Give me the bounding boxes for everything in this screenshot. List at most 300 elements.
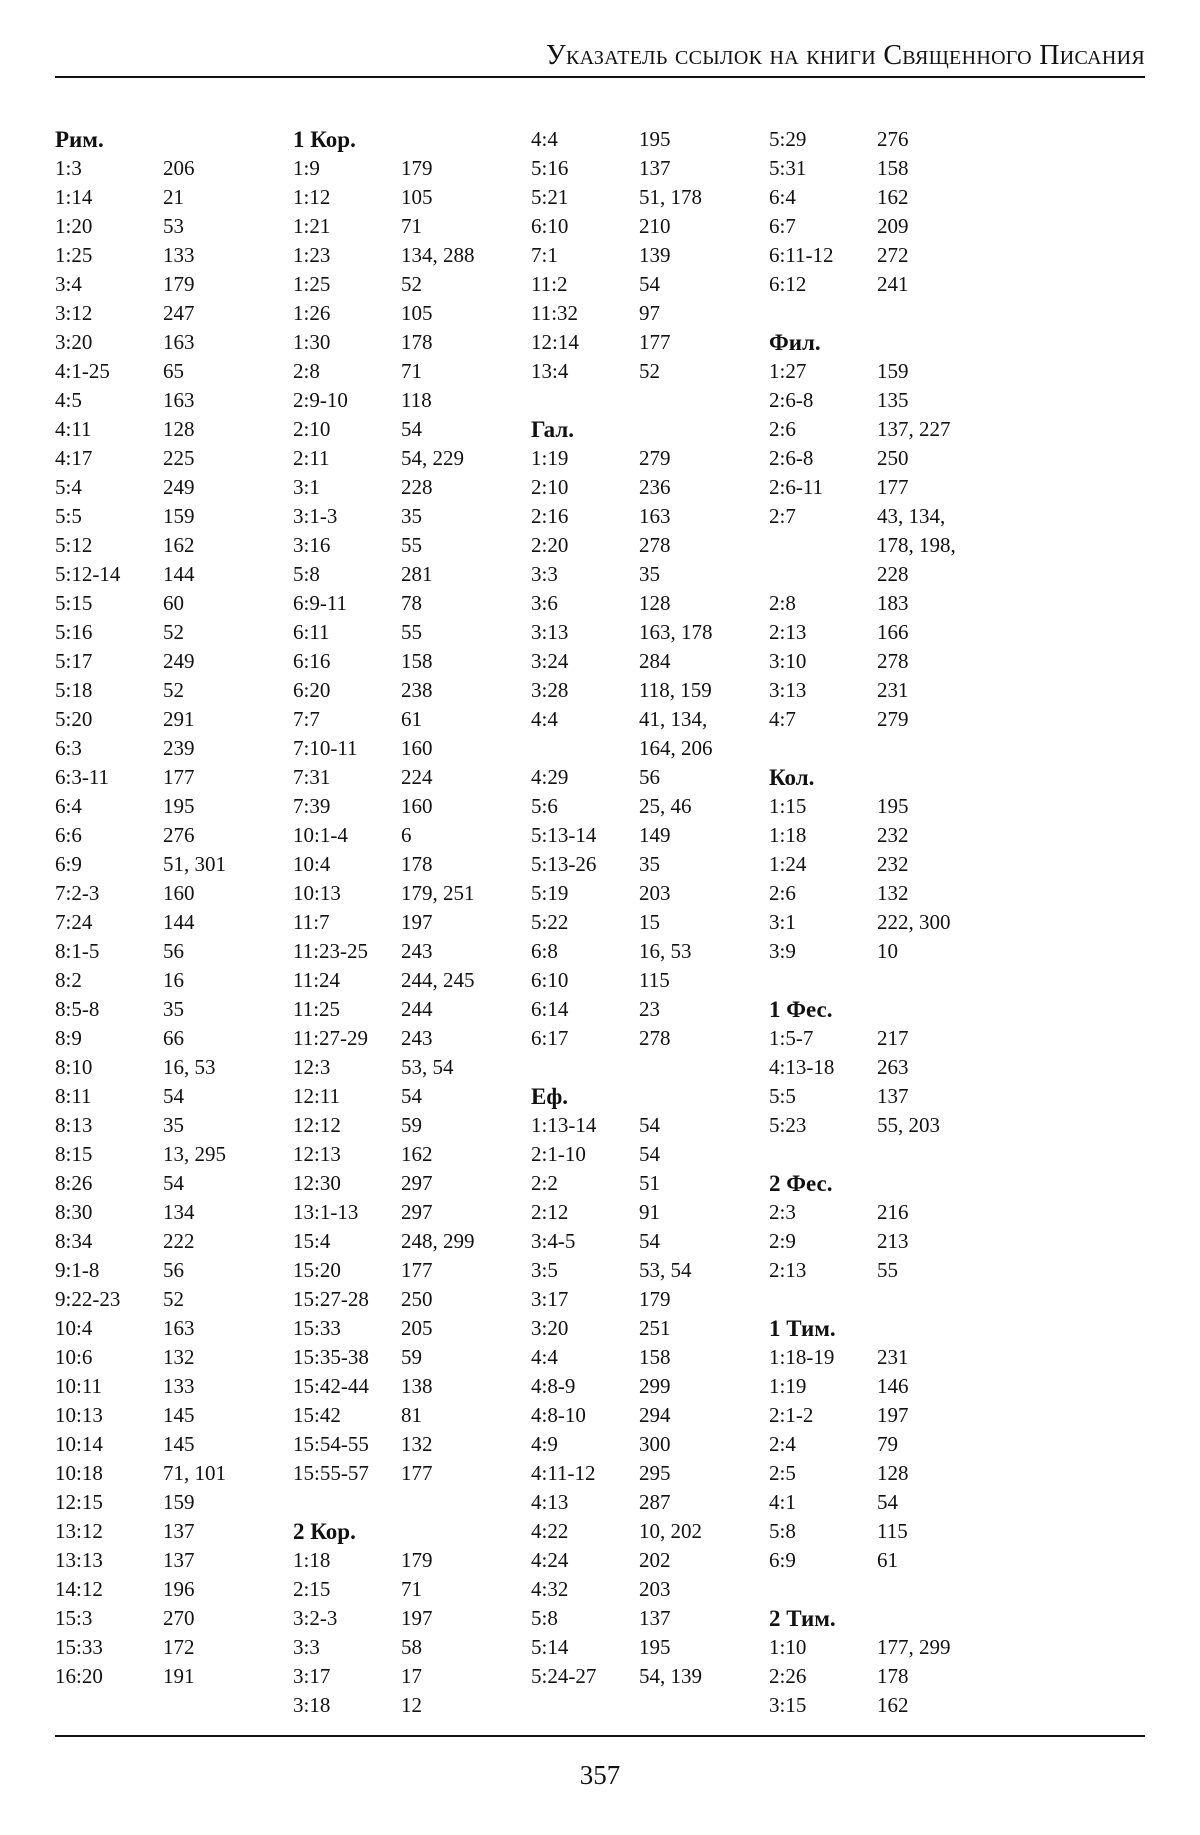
page-references: 162	[163, 533, 195, 557]
page-references: 222, 300	[877, 910, 951, 934]
index-entry	[531, 705, 801, 734]
book-heading: 2 Тим.	[769, 1606, 836, 1631]
verse-reference: 15:27-28	[293, 1287, 369, 1311]
verse-reference: 5:19	[531, 881, 569, 905]
index-entry	[293, 1227, 563, 1256]
book-heading: 2 Кор.	[293, 1519, 356, 1544]
page-references: 6	[401, 823, 412, 847]
page-references: 118, 159	[639, 678, 712, 702]
verse-reference: 5:18	[55, 678, 93, 702]
section-gap	[769, 966, 1039, 995]
page-references: 159	[877, 359, 909, 383]
index-entry	[531, 850, 801, 879]
section-gap	[769, 1285, 1039, 1314]
page-references: 58	[401, 1635, 422, 1659]
verse-reference: 3:3	[293, 1635, 320, 1659]
index-entry	[293, 1546, 563, 1575]
index-entry	[769, 1343, 1039, 1372]
page-references: 71	[401, 214, 422, 238]
verse-reference: 5:12-14	[55, 562, 121, 586]
index-entry	[531, 908, 801, 937]
page-references: 231	[877, 678, 909, 702]
verse-reference: 12:30	[293, 1171, 341, 1195]
verse-reference: 11:25	[293, 997, 341, 1021]
section-gap	[531, 386, 801, 415]
page-references: 133	[163, 243, 195, 267]
book-heading: Кол.	[769, 765, 815, 790]
page-references: 299	[639, 1374, 671, 1398]
index-entry	[531, 792, 801, 821]
index-entry	[293, 1314, 563, 1343]
index-entry	[55, 1372, 325, 1401]
index-entry	[55, 1459, 325, 1488]
page-references: 137	[639, 156, 671, 180]
verse-reference: 1:13-14	[531, 1113, 597, 1137]
verse-reference: 1:25	[55, 243, 93, 267]
index-entry	[293, 415, 563, 444]
verse-reference: 5:16	[531, 156, 569, 180]
page-references: 243	[401, 939, 433, 963]
page-references: 195	[639, 1635, 671, 1659]
index-entry	[531, 531, 801, 560]
page-references: 164, 206	[639, 736, 713, 760]
page-references: 177, 299	[877, 1635, 951, 1659]
verse-reference: 15:42	[293, 1403, 341, 1427]
page-references: 197	[401, 910, 433, 934]
verse-reference: 1:19	[769, 1374, 807, 1398]
verse-reference: 8:15	[55, 1142, 93, 1166]
page-references: 35	[639, 852, 660, 876]
verse-reference: 1:18-19	[769, 1345, 835, 1369]
verse-reference: 7:7	[293, 707, 320, 731]
index-entry	[55, 1604, 325, 1633]
page-references: 144	[163, 910, 195, 934]
verse-reference: 6:3	[55, 736, 82, 760]
page-references: 249	[163, 649, 195, 673]
verse-reference: 6:9	[55, 852, 82, 876]
page-references: 279	[877, 707, 909, 731]
page-references: 115	[877, 1519, 908, 1543]
index-entry	[769, 676, 1039, 705]
page-references: 35	[639, 562, 660, 586]
index-entry	[769, 1082, 1039, 1111]
index-entry	[293, 1024, 563, 1053]
verse-reference: 13:4	[531, 359, 569, 383]
index-entry	[531, 1604, 801, 1633]
book-heading: Гал.	[531, 417, 574, 442]
page-references: 35	[401, 504, 422, 528]
index-entry	[293, 995, 563, 1024]
verse-reference: 11:24	[293, 968, 341, 992]
verse-reference: 10:14	[55, 1432, 103, 1456]
verse-reference: 3:17	[531, 1287, 569, 1311]
verse-reference: 5:17	[55, 649, 93, 673]
page-references: 179	[639, 1287, 671, 1311]
page-references: 16, 53	[163, 1055, 216, 1079]
page-references: 137	[163, 1548, 195, 1572]
page-references: 54	[401, 417, 422, 441]
index-entry	[531, 763, 801, 792]
index-entry	[769, 125, 1039, 154]
verse-reference: 7:2-3	[55, 881, 100, 905]
page-references: 177	[401, 1258, 433, 1282]
index-column	[293, 125, 563, 1720]
index-entry	[55, 850, 325, 879]
index-entry	[769, 1546, 1039, 1575]
page-references: 160	[401, 794, 433, 818]
page-references: 52	[401, 272, 422, 296]
index-entry	[769, 1053, 1039, 1082]
index-entry	[769, 879, 1039, 908]
page-references: 137	[639, 1606, 671, 1630]
index-entry	[55, 1198, 325, 1227]
verse-reference: 2:8	[293, 359, 320, 383]
index-entry	[769, 386, 1039, 415]
index-entry	[293, 1459, 563, 1488]
header-rule	[55, 76, 1145, 78]
index-entry	[531, 1111, 801, 1140]
page-references: 55	[401, 620, 422, 644]
index-entry	[769, 1198, 1039, 1227]
page-references: 179, 251	[401, 881, 475, 905]
verse-reference: 4:17	[55, 446, 93, 470]
index-entry	[769, 1111, 1039, 1140]
index-entry	[293, 1401, 563, 1430]
page-references: 132	[877, 881, 909, 905]
page-references: 206	[163, 156, 195, 180]
index-entry	[55, 473, 325, 502]
page-references: 97	[639, 301, 660, 325]
page-references: 172	[163, 1635, 195, 1659]
verse-reference: 1:24	[769, 852, 807, 876]
verse-reference: 3:6	[531, 591, 558, 615]
index-entry	[293, 386, 563, 415]
index-entry	[55, 1140, 325, 1169]
verse-reference: 2:6	[769, 881, 796, 905]
page-references: 105	[401, 301, 433, 325]
index-column	[55, 125, 325, 1691]
page-references: 54	[163, 1084, 184, 1108]
page-references: 177	[639, 330, 671, 354]
index-entry	[55, 241, 325, 270]
page-references: 232	[877, 823, 909, 847]
index-entry	[293, 1256, 563, 1285]
verse-reference: 3:17	[293, 1664, 331, 1688]
index-entry	[769, 212, 1039, 241]
index-entry	[55, 937, 325, 966]
verse-reference: 2:6	[769, 417, 796, 441]
page-references: 35	[163, 997, 184, 1021]
verse-reference: 10:4	[55, 1316, 93, 1340]
page-references: 53	[163, 214, 184, 238]
index-entry	[293, 1053, 563, 1082]
index-entry	[531, 1256, 801, 1285]
index-entry	[531, 1285, 801, 1314]
index-entry	[55, 618, 325, 647]
page-references: 159	[163, 1490, 195, 1514]
index-entry	[531, 125, 801, 154]
index-entry	[531, 299, 801, 328]
index-entry	[55, 1343, 325, 1372]
page-references: 179	[401, 1548, 433, 1572]
index-entry	[531, 1140, 801, 1169]
verse-reference: 3:1	[769, 910, 796, 934]
page-references: 51	[639, 1171, 660, 1195]
verse-reference: 4:11	[55, 417, 92, 441]
page-references: 203	[639, 1577, 671, 1601]
book-heading: Рим.	[55, 127, 104, 152]
verse-reference: 11:7	[293, 910, 330, 934]
page-references: 66	[163, 1026, 184, 1050]
index-entry	[769, 1256, 1039, 1285]
page-references: 222	[163, 1229, 195, 1253]
verse-reference: 5:24-27	[531, 1664, 597, 1688]
verse-reference: 10:13	[55, 1403, 103, 1427]
page-references: 249	[163, 475, 195, 499]
verse-reference: 5:13-26	[531, 852, 597, 876]
index-entry	[55, 1430, 325, 1459]
page-references: 179	[401, 156, 433, 180]
page-references: 79	[877, 1432, 898, 1456]
page-references: 178, 198,	[877, 533, 956, 557]
page-references: 179	[163, 272, 195, 296]
verse-reference: 10:13	[293, 881, 341, 905]
verse-reference: 2:13	[769, 620, 807, 644]
index-entry	[769, 270, 1039, 299]
page-references: 35	[163, 1113, 184, 1137]
page-references: 91	[639, 1200, 660, 1224]
verse-reference: 15:33	[55, 1635, 103, 1659]
verse-reference: 7:1	[531, 243, 558, 267]
index-entry	[55, 1285, 325, 1314]
index-entry	[769, 792, 1039, 821]
section-gap	[531, 1053, 801, 1082]
verse-reference: 4:1-25	[55, 359, 110, 383]
verse-reference: 1:15	[769, 794, 807, 818]
index-entry	[769, 1401, 1039, 1430]
section-gap	[769, 299, 1039, 328]
index-entry	[769, 560, 1039, 589]
verse-reference: 5:8	[531, 1606, 558, 1630]
page-references: 177	[877, 475, 909, 499]
page-references: 205	[401, 1316, 433, 1340]
index-entry	[55, 1575, 325, 1604]
index-entry	[769, 531, 1039, 560]
page-references: 71	[401, 1577, 422, 1601]
index-entry	[293, 763, 563, 792]
page-references: 54, 229	[401, 446, 464, 470]
verse-reference: 4:11-12	[531, 1461, 596, 1485]
page-references: 158	[877, 156, 909, 180]
page-references: 295	[639, 1461, 671, 1485]
index-entry	[293, 589, 563, 618]
verse-reference: 13:13	[55, 1548, 103, 1572]
page-references: 197	[401, 1606, 433, 1630]
index-entry	[769, 1430, 1039, 1459]
verse-reference: 12:3	[293, 1055, 331, 1079]
page-references: 248, 299	[401, 1229, 475, 1253]
index-entry	[55, 1662, 325, 1691]
index-entry	[531, 154, 801, 183]
page-references: 281	[401, 562, 433, 586]
page-references: 132	[401, 1432, 433, 1456]
index-entry	[769, 850, 1039, 879]
index-entry	[531, 444, 801, 473]
verse-reference: 12:11	[293, 1084, 341, 1108]
page-references: 177	[163, 765, 195, 789]
verse-reference: 4:22	[531, 1519, 569, 1543]
page-references: 128	[639, 591, 671, 615]
page-references: 51, 178	[639, 185, 702, 209]
index-entry	[531, 1372, 801, 1401]
index-entry	[293, 1140, 563, 1169]
index-entry	[55, 1082, 325, 1111]
verse-reference: 3:13	[531, 620, 569, 644]
verse-reference: 2:4	[769, 1432, 796, 1456]
page-references: 16	[163, 968, 184, 992]
page-references: 244, 245	[401, 968, 475, 992]
index-entry	[769, 1662, 1039, 1691]
page-references: 105	[401, 185, 433, 209]
index-entry	[55, 647, 325, 676]
verse-reference: 7:24	[55, 910, 93, 934]
verse-reference: 6:9	[769, 1548, 796, 1572]
verse-reference: 5:15	[55, 591, 93, 615]
index-entry	[55, 502, 325, 531]
index-entry	[531, 1314, 801, 1343]
page-references: 59	[401, 1345, 422, 1369]
verse-reference: 4:13-18	[769, 1055, 835, 1079]
verse-reference: 5:6	[531, 794, 558, 818]
verse-reference: 3:12	[55, 301, 93, 325]
index-entry	[55, 966, 325, 995]
page-references: 21	[163, 185, 184, 209]
index-entry	[55, 1314, 325, 1343]
verse-reference: 8:2	[55, 968, 82, 992]
verse-reference: 3:16	[293, 533, 331, 557]
page-references: 81	[401, 1403, 422, 1427]
page-references: 270	[163, 1606, 195, 1630]
page-references: 52	[163, 620, 184, 644]
index-entry	[293, 618, 563, 647]
index-entry	[769, 473, 1039, 502]
verse-reference: 12:15	[55, 1490, 103, 1514]
index-columns	[55, 125, 1145, 1715]
index-entry	[293, 1343, 563, 1372]
index-entry	[531, 1227, 801, 1256]
book-heading: 1 Фес.	[769, 997, 833, 1022]
verse-reference: 4:24	[531, 1548, 569, 1572]
verse-reference	[769, 531, 877, 560]
index-entry	[55, 705, 325, 734]
verse-reference	[769, 560, 877, 589]
page-references: 238	[401, 678, 433, 702]
index-entry	[293, 966, 563, 995]
index-entry	[293, 1633, 563, 1662]
verse-reference: 5:4	[55, 475, 82, 499]
page-references: 54	[163, 1171, 184, 1195]
verse-reference: 15:3	[55, 1606, 93, 1630]
verse-reference: 1:21	[293, 214, 331, 238]
page-references: 202	[639, 1548, 671, 1572]
page-references: 52	[163, 1287, 184, 1311]
index-entry	[531, 995, 801, 1024]
index-entry	[531, 1546, 801, 1575]
page-references: 279	[639, 446, 671, 470]
index-entry	[55, 763, 325, 792]
verse-reference: 4:8-9	[531, 1374, 576, 1398]
index-column	[531, 125, 801, 1691]
page-references: 297	[401, 1200, 433, 1224]
verse-reference: 4:4	[531, 127, 558, 151]
index-entry	[531, 618, 801, 647]
index-entry	[531, 473, 801, 502]
verse-reference: 4:4	[531, 707, 558, 731]
verse-reference: 1:12	[293, 185, 331, 209]
verse-reference: 6:11-12	[769, 243, 834, 267]
page-references: 166	[877, 620, 909, 644]
page-references: 213	[877, 1229, 909, 1253]
verse-reference: 4:8-10	[531, 1403, 586, 1427]
book-heading: 2 Фес.	[769, 1171, 833, 1196]
index-entry	[55, 589, 325, 618]
page-references: 178	[401, 330, 433, 354]
verse-reference: 3:9	[769, 939, 796, 963]
page-references: 54	[639, 1229, 660, 1253]
page-references: 53, 54	[401, 1055, 454, 1079]
index-entry	[531, 328, 801, 357]
verse-reference: 5:13-14	[531, 823, 597, 847]
verse-reference: 2:13	[769, 1258, 807, 1282]
verse-reference: 15:54-55	[293, 1432, 369, 1456]
index-entry	[531, 1024, 801, 1053]
page-references: 297	[401, 1171, 433, 1195]
page-references: 196	[163, 1577, 195, 1601]
index-entry	[55, 1633, 325, 1662]
page-references: 209	[877, 214, 909, 238]
page-references: 244	[401, 997, 433, 1021]
index-entry	[769, 1227, 1039, 1256]
index-entry	[293, 299, 563, 328]
index-entry	[55, 879, 325, 908]
index-entry	[55, 357, 325, 386]
page-references: 183	[877, 591, 909, 615]
page-references: 139	[639, 243, 671, 267]
index-entry	[769, 1633, 1039, 1662]
page-references: 231	[877, 1345, 909, 1369]
verse-reference: 6:10	[531, 968, 569, 992]
index-entry	[293, 705, 563, 734]
index-entry	[769, 618, 1039, 647]
verse-reference: 4:32	[531, 1577, 569, 1601]
page-references: 55	[877, 1258, 898, 1282]
page-references: 236	[639, 475, 671, 499]
verse-reference: 13:1-13	[293, 1200, 359, 1224]
verse-reference: 2:6-11	[769, 475, 824, 499]
index-entry	[769, 1459, 1039, 1488]
verse-reference: 6:11	[293, 620, 330, 644]
index-entry	[293, 1575, 563, 1604]
verse-reference: 1:5-7	[769, 1026, 814, 1050]
index-entry	[293, 328, 563, 357]
page-references: 177	[401, 1461, 433, 1485]
index-entry	[293, 734, 563, 763]
page-references: 10, 202	[639, 1519, 702, 1543]
verse-reference: 12:13	[293, 1142, 341, 1166]
page-references: 13, 295	[163, 1142, 226, 1166]
page-references: 17	[401, 1664, 422, 1688]
page-references: 210	[639, 214, 671, 238]
